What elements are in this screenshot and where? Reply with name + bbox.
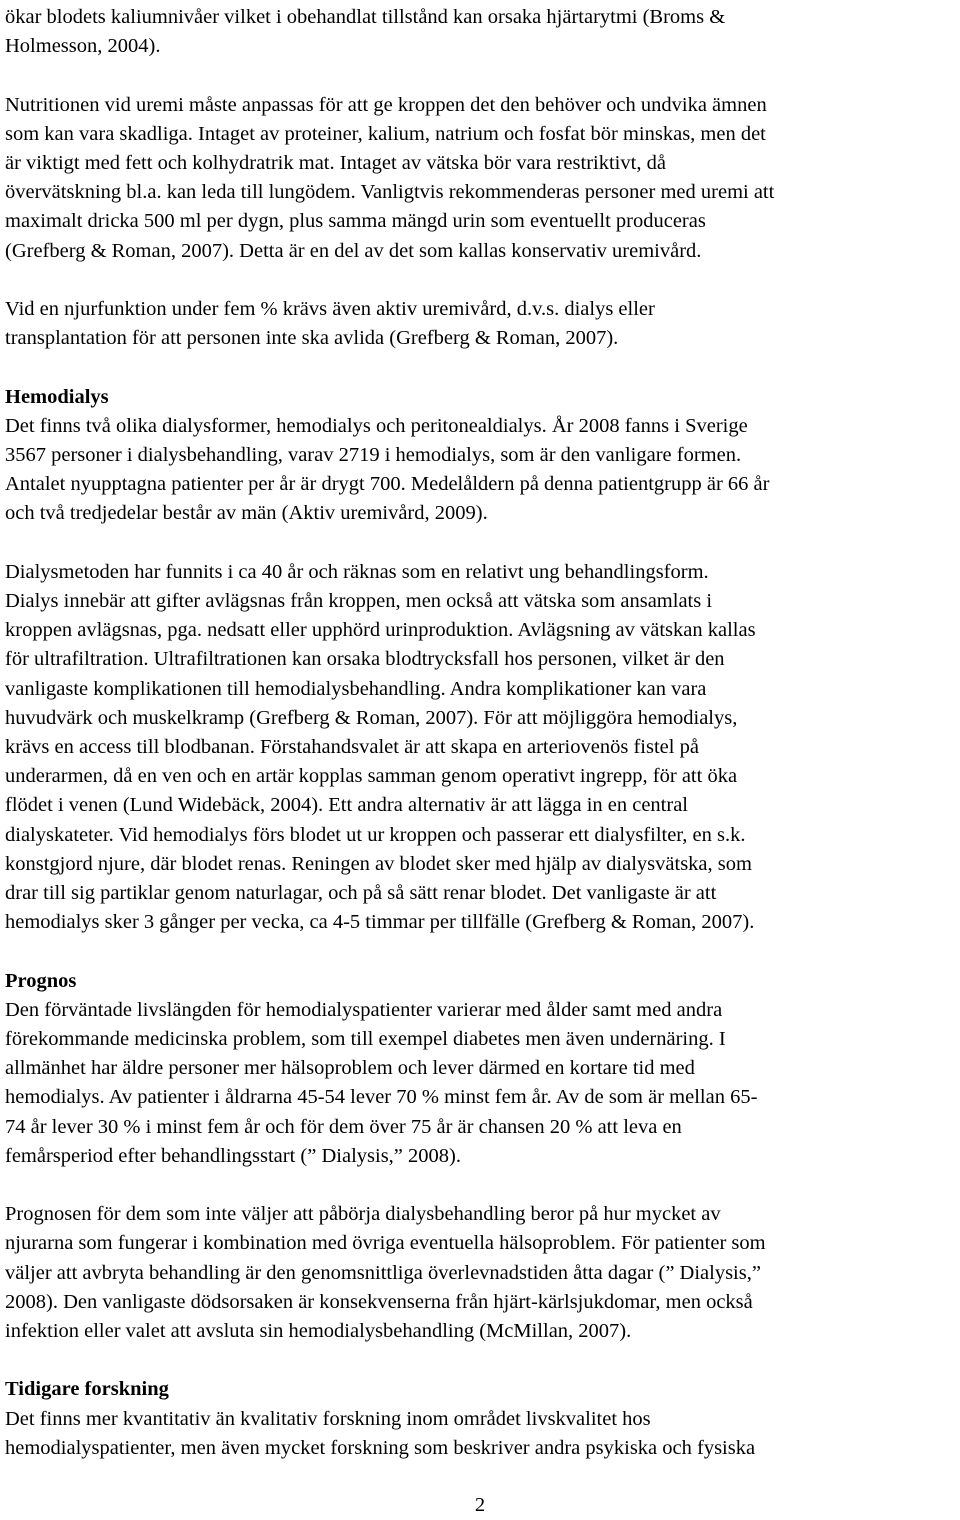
section-heading: Prognos (5, 969, 77, 992)
paragraph-line: hemodialyspatienter, men även mycket forskning som beskriver andra psykiska och fysiska (5, 1436, 756, 1459)
paragraph-line: 74 år lever 30 % i minst fem år och för dem över 75 år är chansen 20 % att leva en (5, 1115, 682, 1138)
paragraph-line: för ultrafiltration. Ultrafiltrationen kan orsaka blodtrycksfall hos personen, vilket är den (5, 648, 725, 671)
paragraph-line: som kan vara skadliga. Intaget av proteiner, kalium, natrium och fosfat bör minskas, men det (5, 122, 766, 145)
paragraph-line: hemodialys. Av patienter i åldrarna 45-54 lever 70 % minst fem år. Av de som är mellan 65- (5, 1086, 758, 1109)
paragraph-line: Den förväntade livslängden för hemodialyspatienter varierar med ålder samt med andra (5, 998, 723, 1021)
paragraph-line: transplantation för att personen inte ska avlida (Grefberg & Roman, 2007). (5, 327, 619, 350)
paragraph-line: konstgjord njure, där blodet renas. Reningen av blodet sker med hjälp av dialysvätska, som (5, 852, 752, 875)
paragraph-line: Antalet nyupptagna patienter per år är drygt 700. Medelåldern på denna patientgrupp är 66 år (5, 473, 770, 496)
paragraph-line: kroppen avlägsnas, pga. nedsatt eller upphörd urinproduktion. Avlägsning av vätskan kallas (5, 619, 756, 642)
paragraph-line: Det finns två olika dialysformer, hemodialys och peritonealdialys. År 2008 fanns i Sverige (5, 414, 748, 437)
paragraph-line: 2008). Den vanligaste dödsorsaken är konsekvenserna från hjärt-kärlsjukdomar, men också (5, 1290, 753, 1313)
paragraph-line: är viktigt med fett och kolhydratrik mat. Intaget av vätska bör vara restriktivt, då (5, 152, 666, 174)
paragraph-line: maximalt dricka 500 ml per dygn, plus samma mängd urin som eventuellt produceras (5, 210, 706, 233)
paragraph-line: Prognosen för dem som inte väljer att påbörja dialysbehandling beror på hur mycket av (5, 1203, 721, 1226)
section-heading: Tidigare forskning (5, 1378, 169, 1401)
paragraph-line: Dialysmetoden har funnits i ca 40 år och räknas som en relativt ung behandlingsform. (5, 560, 709, 583)
paragraph-line: njurarna som fungerar i kombination med övriga eventuella hälsoproblem. För patienter som (5, 1232, 766, 1255)
paragraph-line: väljer att avbryta behandling är den genomsnittliga överlevnadstiden åtta dagar (” Dialysis,” (5, 1261, 761, 1284)
paragraph-line: krävs en access till blodbanan. Förstahandsvalet är att skapa en arteriovenös fistel på (5, 736, 699, 758)
paragraph-line: femårsperiod efter behandlingsstart (” Dialysis,” 2008). (5, 1144, 461, 1167)
paragraph-line: underarmen, då en ven och en artär kopplas samman genom operativt ingrepp, för att öka (5, 765, 738, 788)
paragraph-line: Dialys innebär att gifter avlägsnas från kroppen, men också att vätska som ansamlats i (5, 590, 713, 612)
paragraph-line: allmänhet har äldre personer mer hälsoproblem och lever därmed en kortare tid med (5, 1057, 695, 1080)
paragraph-line: ökar blodets kaliumnivåer vilket i obehandlat tillstånd kan orsaka hjärtarytmi (Broms & (5, 6, 726, 28)
paragraph-line: Det finns mer kvantitativ än kvalitativ forskning inom området livskvalitet hos (5, 1407, 651, 1430)
paragraph-line: förekommande medicinska problem, som till exempel diabetes men även undernäring. I (5, 1028, 726, 1050)
paragraph-line: Holmesson, 2004). (5, 35, 161, 58)
paragraph-line: infektion eller valet att avsluta sin hemodialysbehandling (McMillan, 2007). (5, 1320, 632, 1342)
paragraph-line: (Grefberg & Roman, 2007). Detta är en del av det som kallas konservativ uremivård. (5, 239, 702, 262)
paragraph-line: flödet i venen (Lund Widebäck, 2004). Ett andra alternativ är att lägga in en central (5, 794, 688, 817)
paragraph-line: drar till sig partiklar genom naturlagar, och på så sätt renar blodet. Det vanligaste är att (5, 882, 717, 904)
paragraph-line: vanligaste komplikationen till hemodialysbehandling. Andra komplikationer kan vara (5, 677, 707, 700)
paragraph-line: övervätskning bl.a. kan leda till lungödem. Vanligtvis rekommenderas personer med uremi att (5, 181, 775, 204)
paragraph-line: huvudvärk och muskelkramp (Grefberg & Roman, 2007). För att möjliggöra hemodialys, (5, 706, 738, 729)
paragraph-line: Nutritionen vid uremi måste anpassas för att ge kroppen det den behöver och undvika ämnen (5, 93, 767, 116)
paragraph-line: och två tredjedelar består av män (Aktiv uremivård, 2009). (5, 502, 488, 525)
section-heading: Hemodialys (5, 385, 109, 408)
paragraph-line: 3567 personer i dialysbehandling, varav 2719 i hemodialys, som är den vanligare formen. (5, 444, 742, 466)
page-number: 2 (474, 1494, 486, 1516)
paragraph-line: dialyskateter. Vid hemodialys förs blodet ut ur kroppen och passerar ett dialysfilter, en s.k. (5, 823, 746, 846)
paragraph-line: hemodialys sker 3 gånger per vecka, ca 4-5 timmar per tillfälle (Grefberg & Roman, 2007). (5, 911, 755, 934)
paragraph-line: Vid en njurfunktion under fem % krävs även aktiv uremivård, d.v.s. dialys eller (5, 298, 655, 320)
